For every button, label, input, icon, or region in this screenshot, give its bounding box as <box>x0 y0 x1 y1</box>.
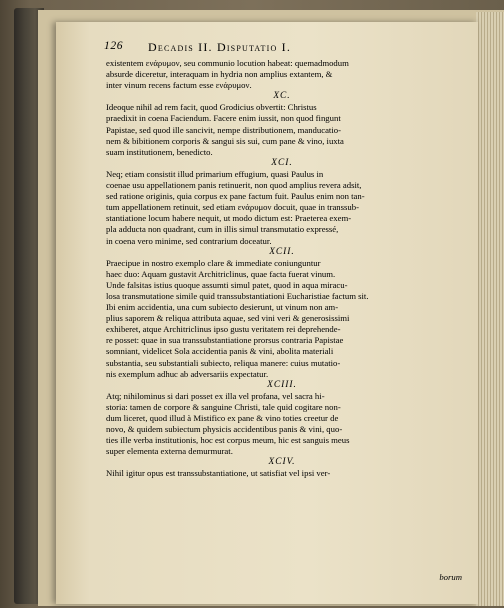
text-line: losa transmutatione simile quid transsubstantiationi Eucharistiae factum sit. <box>106 290 369 301</box>
text-line: dum liceret, quod illud à Mistifico ex pane & vino toties creetur de <box>106 413 339 423</box>
text-line: coenae usu appellationem panis retinuerit, non quod amplius revera adsit, <box>106 180 362 191</box>
text-line: suam institutionem, benedicto. <box>106 146 213 157</box>
section-number: XCI. <box>271 157 293 168</box>
running-header <box>104 40 464 58</box>
text-line: Nihil igitur opus est transsubstantiatione, ut satisfiat vel ipsi ver- <box>106 468 331 479</box>
body-text <box>106 58 458 480</box>
text-line: tum appellationem retinuit, sed etiam ενάρυμον docuit, quae in transsub- <box>106 202 359 213</box>
text-line: Neq; etiam consistit illud primarium effugium, quasi Paulus in <box>106 168 324 179</box>
text-line: sed ratione originis, quia corpus ex pane factum fuit. Paulus enim non tan- <box>106 191 365 202</box>
running-title: Decadis II. Disputatio I. <box>148 40 292 54</box>
text-line: Ibi enim accidentia, una cum subiecto desierunt, ut vinum non am- <box>106 302 339 313</box>
text-line: stantiatione locum habere nequit, ut modo dictum est: Praeterea exem- <box>106 213 352 224</box>
section-number: XC. <box>273 91 291 102</box>
text-line: somniant, videlicet Sola accidentia panis & vini, abolita materiali <box>106 346 334 357</box>
section-number: XCIII. <box>267 379 297 390</box>
text-line: Praecipue in nostro exemplo clare & immediate coniunguntur <box>106 257 321 268</box>
page-number: 126 <box>104 40 124 52</box>
text-line: nis exemplum adhuc ab adversariis expectatur. <box>106 368 269 379</box>
section-number: XCII. <box>269 246 295 257</box>
text-line: exhiberet, atque Architriclinus ipso gustu veritatem rei deprehende- <box>106 324 341 335</box>
text-line: ties ille verba institutionis, hoc est corpus meum, hic est sanguis meus <box>106 435 350 446</box>
text-line: inter vinum recens factum esse ενάρυμον. <box>106 80 252 91</box>
text-line: plius saporem & reliqua attributa aquae, sed vini veri & generosissimi <box>106 313 350 324</box>
text-line: nem & bibitionem corporis & sangui sis sui, cum pane & vino, iuxta <box>106 135 344 146</box>
page-edges <box>476 12 504 606</box>
text-line: in coena vero minime, sed contrarium doceatur. <box>106 235 272 246</box>
text-line: absurde diceretur, interaquam in hydria non amplius extantem, & <box>106 69 333 80</box>
text-line: pla adducta non quadrant, cum in illis simul transmutatio expressé, <box>106 224 339 235</box>
text-line: Papistae, sed quod ille sancivit, nempe distributionem, manducatio- <box>106 124 341 135</box>
text-line: novo, & quidem subiectum physicis accidentibus panis & vini, quo- <box>106 424 343 435</box>
catchword: borum <box>439 572 462 582</box>
text-line: Ideoque nihil ad rem facit, quod Grodicius obvertit: Christus <box>106 102 317 113</box>
text-line: super elementa externa demurmurat. <box>106 446 233 457</box>
text-line: storia: tamen de corpore & sanguine Christi, tale quid cogitare non- <box>106 401 341 412</box>
text-line: praedixit in coena Faciendum. Facere enim iussit, non quod fingunt <box>106 113 341 124</box>
text-line: existentem ενάρυμον, seu communio locution habeat: quemadmodum <box>106 58 349 68</box>
text-line: substantia, seu substantiali subiecto, reliqua manere: cuius mutatio- <box>106 357 341 368</box>
section-number: XCIV. <box>268 457 296 468</box>
text-line: haec duo: Aquam gustavit Architriclinus, quae facta fuerat vinum. <box>106 268 336 279</box>
text-line: Unde falsitas istius quoque assumti simul patet, quod in aqua miracu- <box>106 279 348 290</box>
text-line: re posset: quae in sua transsubstantiatione prorsus contraria Papistae <box>106 335 344 346</box>
text-line: Atq; nihilominus si dari posset ex illa vel profana, vel sacra hi- <box>106 390 325 401</box>
